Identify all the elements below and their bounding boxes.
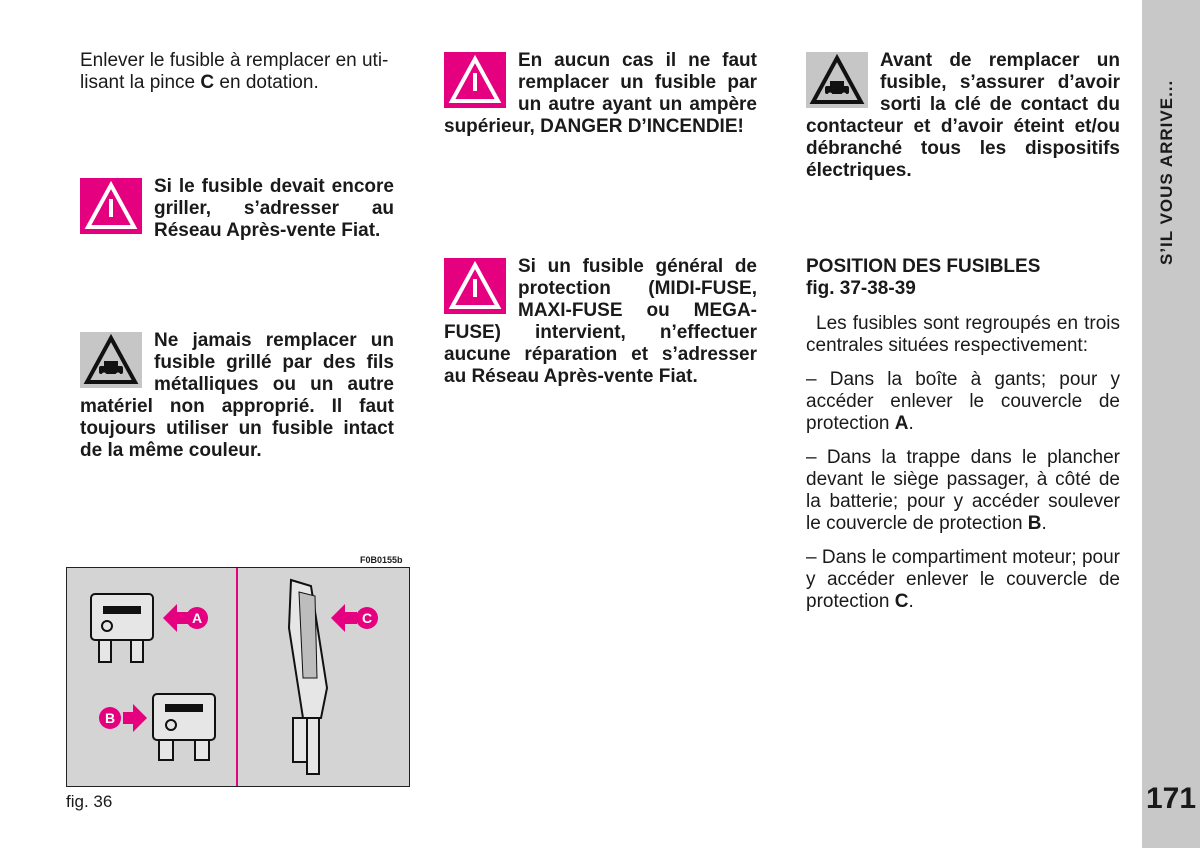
location-c-text: – Dans le compartiment moteur; pour y accéder enlever le couvercle de protection xyxy=(806,547,1120,612)
period: . xyxy=(908,413,914,434)
intro-line-2: lisant la pince xyxy=(80,72,201,93)
fuse-b-drawing xyxy=(153,694,215,760)
arrow-right-icon xyxy=(123,704,147,732)
car-warning-icon xyxy=(80,332,142,388)
fuse-illustration xyxy=(67,568,409,786)
pliers-letter: C xyxy=(200,72,215,93)
label-a: A xyxy=(191,610,203,626)
pliers-drawing xyxy=(289,580,327,774)
warning-triangle-icon xyxy=(80,178,142,234)
car-warning-icon xyxy=(806,52,868,108)
warning-block xyxy=(80,330,394,462)
period: . xyxy=(1041,513,1047,534)
column-3-warning xyxy=(806,50,1120,182)
column-1-warning-2 xyxy=(80,330,394,462)
chapter-title: S’IL VOUS ARRIVE... xyxy=(1157,79,1176,265)
label-c: C xyxy=(361,610,373,626)
section-subheading: fig. 37-38-39 xyxy=(806,278,916,299)
column-2-warning-1 xyxy=(444,50,757,138)
intro-line-2-end: en dotation. xyxy=(214,72,319,93)
arrow-left-icon xyxy=(163,604,189,632)
fuse-figure xyxy=(66,567,410,787)
paragraph-location-a xyxy=(806,369,1120,435)
warning-block xyxy=(806,50,1120,182)
location-a-letter: A xyxy=(894,413,909,434)
location-b-letter: B xyxy=(1027,513,1042,534)
figure-code: F0B0155b xyxy=(360,555,403,565)
warning-triangle-icon xyxy=(444,258,506,314)
warning-block xyxy=(444,256,757,388)
warning-lead-letter: N xyxy=(154,330,168,351)
warning-text: En aucun cas il ne faut remplacer un fusible par un autre ayant un ampère supérieur, DANGER D’INCENDIE! xyxy=(444,50,757,137)
warning-block xyxy=(444,50,757,138)
column-3-body xyxy=(806,256,1120,613)
warning-text: Si un fusible général de protection (MIDI-FUSE, MAXI-FUSE ou MEGA-FUSE) intervient, n’effectuer aucune réparation et s’adresser au Réseau Après-vente Fiat. xyxy=(444,256,757,387)
warning-text: Si le fusible devait encore griller, s’adresser au Réseau Après-vente Fiat. xyxy=(154,176,394,241)
location-c-letter: C xyxy=(894,591,909,612)
period: . xyxy=(908,591,914,612)
column-1-warning-1 xyxy=(80,176,394,242)
location-b-text: – Dans la trappe dans le plancher devant le siège passager, à côté de la batterie; pour y accéder soulever le couvercle de protection xyxy=(806,447,1120,534)
intro-line-1: Enlever le fusible à remplacer en uti- xyxy=(80,50,389,71)
section-heading: POSITION DES FUSIBLES xyxy=(806,256,1041,277)
column-1 xyxy=(80,50,394,94)
paragraph-location-c xyxy=(806,547,1120,613)
location-a-text: – Dans la boîte à gants; pour y accéder enlever le couvercle de protection xyxy=(806,369,1120,434)
figure-caption: fig. 36 xyxy=(66,792,113,811)
warning-block xyxy=(80,176,394,242)
label-b: B xyxy=(104,710,116,726)
paragraph-location-b xyxy=(806,447,1120,535)
arrow-left-icon xyxy=(331,604,357,632)
column-2-warning-2 xyxy=(444,256,757,388)
fuse-a-drawing xyxy=(91,594,153,662)
warning-text: e jamais remplacer un fusible grillé par des fils métalliques ou un autre matériel non approprié. Il faut toujours utiliser un fusible intact de la même couleur. xyxy=(80,330,394,461)
warning-text: Avant de remplacer un fusible, s’assurer d’avoir sorti la clé de contact du contacteur et d’avoir éteint et/ou débranché tous les dispositifs électriques. xyxy=(806,50,1120,181)
warning-triangle-icon xyxy=(444,52,506,108)
page-number: 171 xyxy=(1146,782,1197,815)
intro-paragraph xyxy=(80,50,394,94)
paragraph-intro: Les fusibles sont regroupés en trois centrales situées respectivement: xyxy=(806,313,1120,356)
